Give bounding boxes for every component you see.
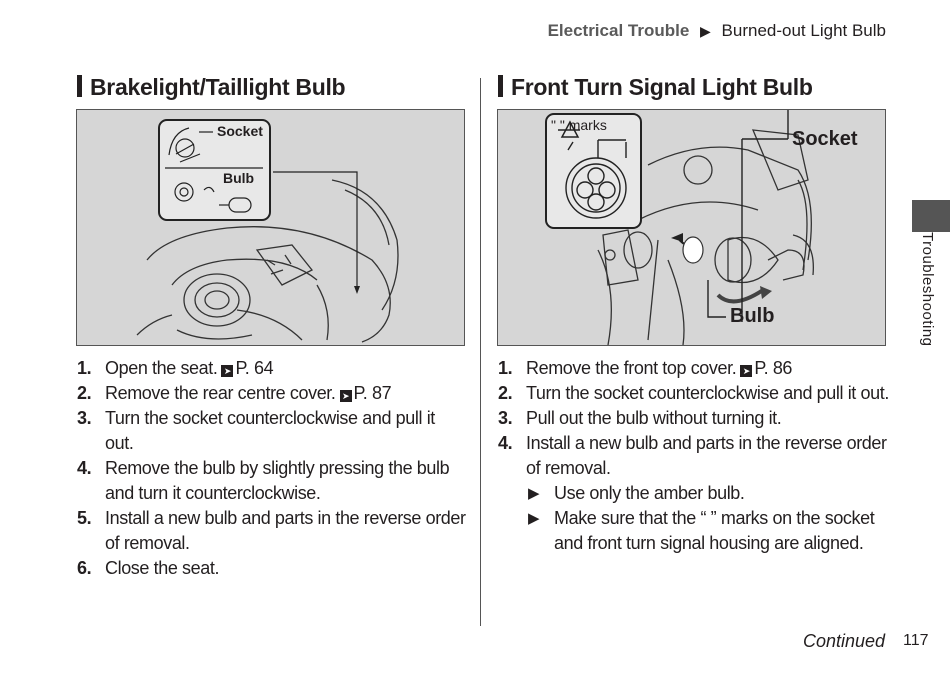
brakelight-title: Brakelight/Taillight Bulb — [90, 74, 346, 100]
step-text: Remove the rear centre cover. — [105, 383, 336, 403]
step-number: 4. — [498, 433, 513, 453]
step-number: 4. — [77, 458, 92, 478]
bullet-triangle-icon: ▶ — [528, 485, 540, 502]
step-number: 5. — [77, 508, 92, 528]
page-ref-icon: ➤ — [740, 365, 752, 377]
brakelight-heading — [77, 74, 345, 101]
page-ref-link[interactable]: P. 86 — [754, 358, 793, 378]
list-item — [77, 556, 467, 581]
breadcrumb — [548, 21, 886, 41]
step-text: Open the seat. — [105, 358, 218, 378]
step-number: 2. — [498, 383, 513, 403]
step-text: Turn the socket counterclockwise and pull it out. — [105, 408, 435, 453]
breadcrumb-arrow-icon: ▶ — [700, 23, 711, 39]
turn-signal-heading — [498, 74, 813, 101]
brakelight-figure — [76, 109, 465, 346]
list-item — [498, 381, 893, 406]
breadcrumb-page: Burned-out Light Bulb — [721, 21, 886, 40]
note-text: Make sure that the “ ” marks on the socket and front turn signal housing are aligned. — [554, 508, 875, 553]
list-item — [498, 356, 893, 381]
step-text: Pull out the bulb without turning it. — [526, 408, 782, 428]
bullet-triangle-icon: ▶ — [528, 510, 540, 527]
turn-signal-title: Front Turn Signal Light Bulb — [511, 74, 813, 100]
list-item — [77, 456, 467, 506]
fig-socket-label: Socket — [792, 128, 858, 150]
step-text: Install a new bulb and parts in the reverse order of removal. — [105, 508, 466, 553]
fig-bulb-label: Bulb — [223, 170, 255, 186]
list-item — [77, 356, 467, 381]
fig-socket-label: Socket — [217, 123, 263, 139]
page-ref-link[interactable]: P. 87 — [353, 383, 392, 403]
heading-bar — [498, 75, 503, 97]
fig-marks-label: " " marks — [551, 117, 607, 133]
step-number: 3. — [498, 408, 513, 428]
heading-bar — [77, 75, 82, 97]
step-text: Remove the front top cover. — [526, 358, 737, 378]
step-number: 6. — [77, 558, 92, 578]
turn-signal-steps — [498, 356, 893, 556]
step-number: 2. — [77, 383, 92, 403]
note-text: Use only the amber bulb. — [554, 483, 745, 503]
list-item — [77, 506, 467, 556]
step-number: 1. — [77, 358, 92, 378]
list-item — [498, 406, 893, 431]
fig-bulb-label: Bulb — [730, 305, 775, 327]
page-number: 117 — [903, 632, 929, 649]
step-text: Close the seat. — [105, 558, 220, 578]
note-item — [526, 481, 893, 506]
brakelight-illustration — [77, 110, 465, 346]
list-item — [77, 381, 467, 406]
step-text: Turn the socket counterclockwise and pull it out. — [526, 383, 889, 403]
step-text: Install a new bulb and parts in the reverse order of removal. — [526, 433, 887, 478]
breadcrumb-section[interactable]: Electrical Trouble — [547, 21, 690, 40]
brakelight-steps — [77, 356, 467, 581]
step-text: Remove the bulb by slightly pressing the bulb and turn it counterclockwise. — [105, 458, 450, 503]
list-item — [77, 406, 467, 456]
step-number: 3. — [77, 408, 92, 428]
section-tab-label: Troubleshooting — [919, 232, 936, 347]
turn-signal-figure — [497, 109, 886, 346]
step-number: 1. — [498, 358, 513, 378]
note-item — [526, 506, 893, 556]
page-ref-link[interactable]: P. 64 — [235, 358, 274, 378]
section-tab[interactable] — [912, 200, 950, 232]
page-ref-icon: ➤ — [221, 365, 233, 377]
page-ref-icon: ➤ — [340, 390, 352, 402]
column-divider — [480, 78, 481, 626]
continued-label: Continued — [803, 631, 886, 651]
list-item — [498, 431, 893, 556]
